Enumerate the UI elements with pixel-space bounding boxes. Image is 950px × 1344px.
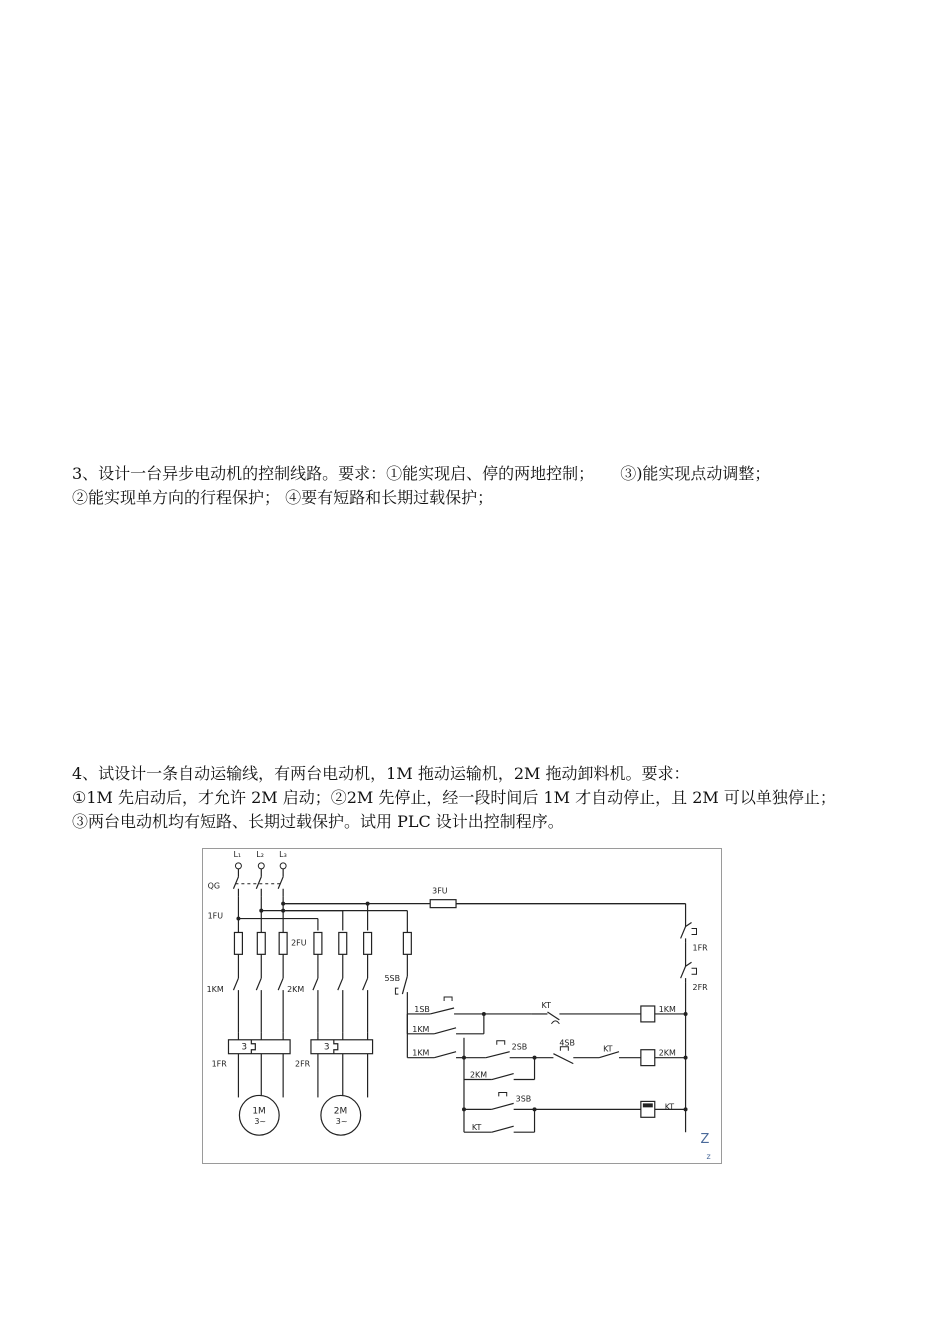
question-3-line-1: 3、设计一台异步电动机的控制线路。要求：①能实现启、停的两地控制； ③)能实现点动调整；: [72, 464, 771, 483]
label-heater-1: 3: [241, 1042, 248, 1053]
label-kt-hold: KT: [471, 1123, 482, 1133]
question-4-line-1: 4、试设计一条自动运输线，有两台电动机，1M 拖动运输机，2M 拖动卸料机。要求：: [72, 764, 690, 783]
circuit-svg: [203, 849, 721, 1163]
coil-1km: [641, 1006, 655, 1022]
label-l2: L₂: [256, 849, 264, 859]
question-4-line-2: ①1M 先启动后，才允许 2M 启动；②2M 先停止，经一段时间后 1M 才自动停止，且 2M 可以单独停止；: [72, 788, 836, 807]
label-l3: L₃: [279, 849, 287, 859]
label-4sb: 4SB: [559, 1038, 575, 1048]
label-1sb: 1SB: [414, 1004, 430, 1014]
label-coil-2km: 2KM: [658, 1048, 676, 1058]
thermal-relay-1fr: [228, 1040, 290, 1054]
label-2fr: 2FR: [295, 1059, 311, 1069]
question-3: [72, 462, 770, 510]
label-heater-2: 3: [323, 1042, 330, 1053]
label-2km-hold: 2KM: [469, 1070, 488, 1080]
label-coil-1km: 1KM: [658, 1004, 676, 1014]
mark-z-large: Z: [700, 1132, 710, 1148]
label-2km-main: 2KM: [287, 985, 305, 995]
label-2fr-contact: 2FR: [692, 983, 708, 993]
terminal-l1: [235, 863, 241, 869]
label-1km-interlock: 1KM: [412, 1048, 430, 1058]
question-4: [72, 762, 836, 834]
label-motor-1m: 1M: [252, 1106, 266, 1117]
label-2fu: 2FU: [291, 938, 307, 948]
thermal-relay-2fr: [311, 1040, 373, 1054]
label-motor-2m-phase: 3~: [335, 1117, 348, 1127]
label-motor-2m: 2M: [333, 1106, 348, 1117]
label-2sb: 2SB: [511, 1042, 528, 1052]
label-qg: QG: [207, 881, 221, 891]
label-kt-no-1: KT: [603, 1044, 613, 1054]
label-coil-kt: KT: [664, 1102, 675, 1112]
fuse-3fu: [430, 900, 456, 908]
label-3sb: 3SB: [515, 1094, 532, 1104]
label-l1: L₁: [233, 849, 242, 859]
label-1fr: 1FR: [211, 1059, 227, 1069]
question-3-line-2: ②能实现单方向的行程保护； ④要有短路和长期过载保护；: [72, 488, 494, 507]
label-3fu: 3FU: [432, 886, 448, 896]
label-1km-main: 1KM: [206, 985, 224, 995]
circuit-diagram: [202, 848, 722, 1164]
terminal-l3: [280, 863, 286, 869]
label-1fr-contact: 1FR: [692, 943, 708, 953]
label-5sb: 5SB: [384, 974, 401, 984]
mark-z-small: z: [706, 1152, 711, 1162]
label-1km-hold: 1KM: [412, 1024, 430, 1034]
label-kt-nc: KT: [541, 1000, 551, 1010]
label-motor-1m-phase: 3~: [254, 1117, 267, 1127]
label-1fu: 1FU: [207, 911, 224, 921]
question-4-line-3: ③两台电动机均有短路、长期过载保护。试用 PLC 设计出控制程序。: [72, 812, 564, 831]
coil-2km: [641, 1050, 655, 1066]
terminal-l2: [258, 863, 264, 869]
